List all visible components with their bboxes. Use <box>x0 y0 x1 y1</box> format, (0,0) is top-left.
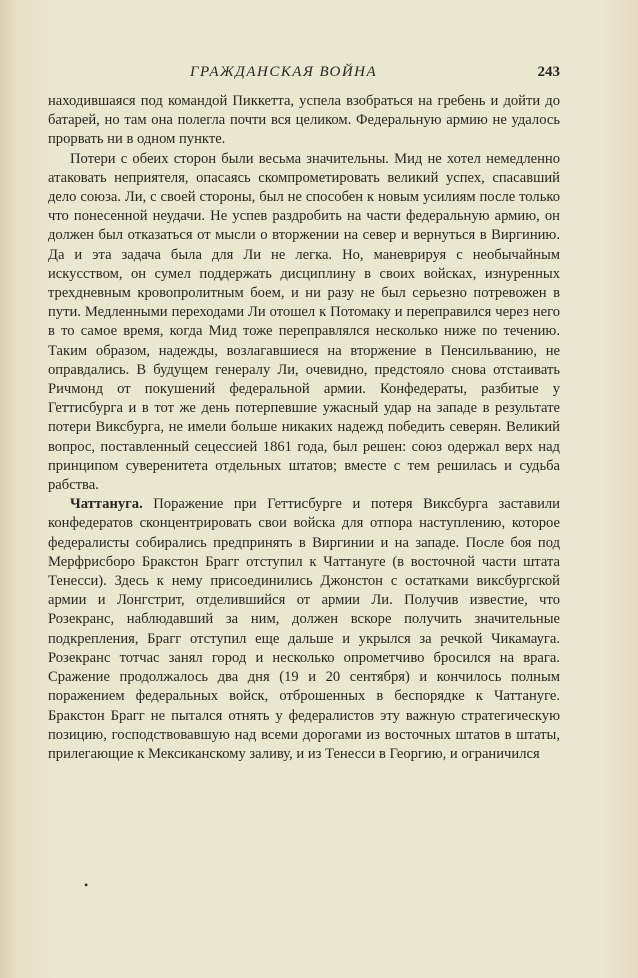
paragraph-continuation: находившаяся под командой Пиккетта, успела взобраться на гребень и дойти до батарей, но там она полегла почти вся целиком. Федеральную армию не удалось прорвать ни в одном пункте. <box>48 93 560 148</box>
paragraph-chattanooga-text: Поражение при Геттисбурге и потеря Виксбурга заставили конфедератов сконцентрировать свои войска для отпора наступлению, которое федералисты собирались предпринять в Виргинии и на западе. После боя под Мерфрисборо Бракстон Брагг отступил к Чаттануге (в восточной части штата Тенесси). Здесь к нему присоединились Джонстон с остатками виксбургской армии и Лонгстрит, отделившийся от армии Ли. Получив известие, что Розекранс, наблюдавший за ним, должен вскоре получить значительные подкрепления, Брагг отступил еще дальше и укрылся за речкой Чикамауга. Розекранс тотчас занял город и несколько опрометчиво бросился на врага. Сражение продолжалось два дня (19 и 20 сентября) и кончилось полным поражением федеральных войск, отброшенных в беспорядке к Чаттануге. Бракстон Брагг не пытался отнять у федералистов эту важную стратегическую позицию, господствовавшую над всеми дорогами из восточных штатов в штаты, прилегающие к Мексиканскому заливу, и из Тенесси в Георгию, и ограничился <box>48 496 560 762</box>
section-heading: Чаттануга. <box>70 496 143 513</box>
page-number: 243 <box>537 64 560 80</box>
body-text <box>48 92 560 764</box>
bullet-mark: • <box>84 878 89 892</box>
page-header <box>48 64 560 84</box>
paragraph-losses: Потери с обеих сторон были весьма значительны. Мид не хотел немедленно атаковать неприятеля, опасаясь скомпрометировать великий успех, спасавший дело союза. Ли, с своей стороны, был не способен к новым усилиям после только что понесенной неудачи. Не успев раздробить на части федеральную армию, он должен был отказаться от мысли о вторжении на север и вернуться в Виргинию. Да и эта задача была для Ли не легка. Но, маневрируя с необычайным искусством, он сумел поддержать дисциплину в своих войсках, изнуренных трехдневным кровопролитным боем, и ни разу не был серьезно потревожен в пути. Медленными переходами Ли отошел к Потомаку и переправился через него в то самое время, когда Мид тоже переправлялся несколько ниже по течению. Таким образом, надежды, возлагавшиеся на вторжение в Пенсильванию, не оправдались. В будущем генералу Ли, очевидно, предстояло снова отстаивать Ричмонд от покушений федеральной армии. Конфедераты, разбитые у Геттисбурга и в тот же день потерпевшие ужасный удар на западе в результате потери Виксбурга, не имели больше никаких надежд победить северян. Великий вопрос, поставленный сецессией 1861 года, был решен: союз одержал верх над принципом суверенитета отдельных штатов; вместе с тем решилась и судьба рабства. <box>48 150 560 494</box>
paragraph-chattanooga <box>48 495 560 764</box>
running-title: ГРАЖДАНСКАЯ ВОЙНА <box>190 64 378 80</box>
